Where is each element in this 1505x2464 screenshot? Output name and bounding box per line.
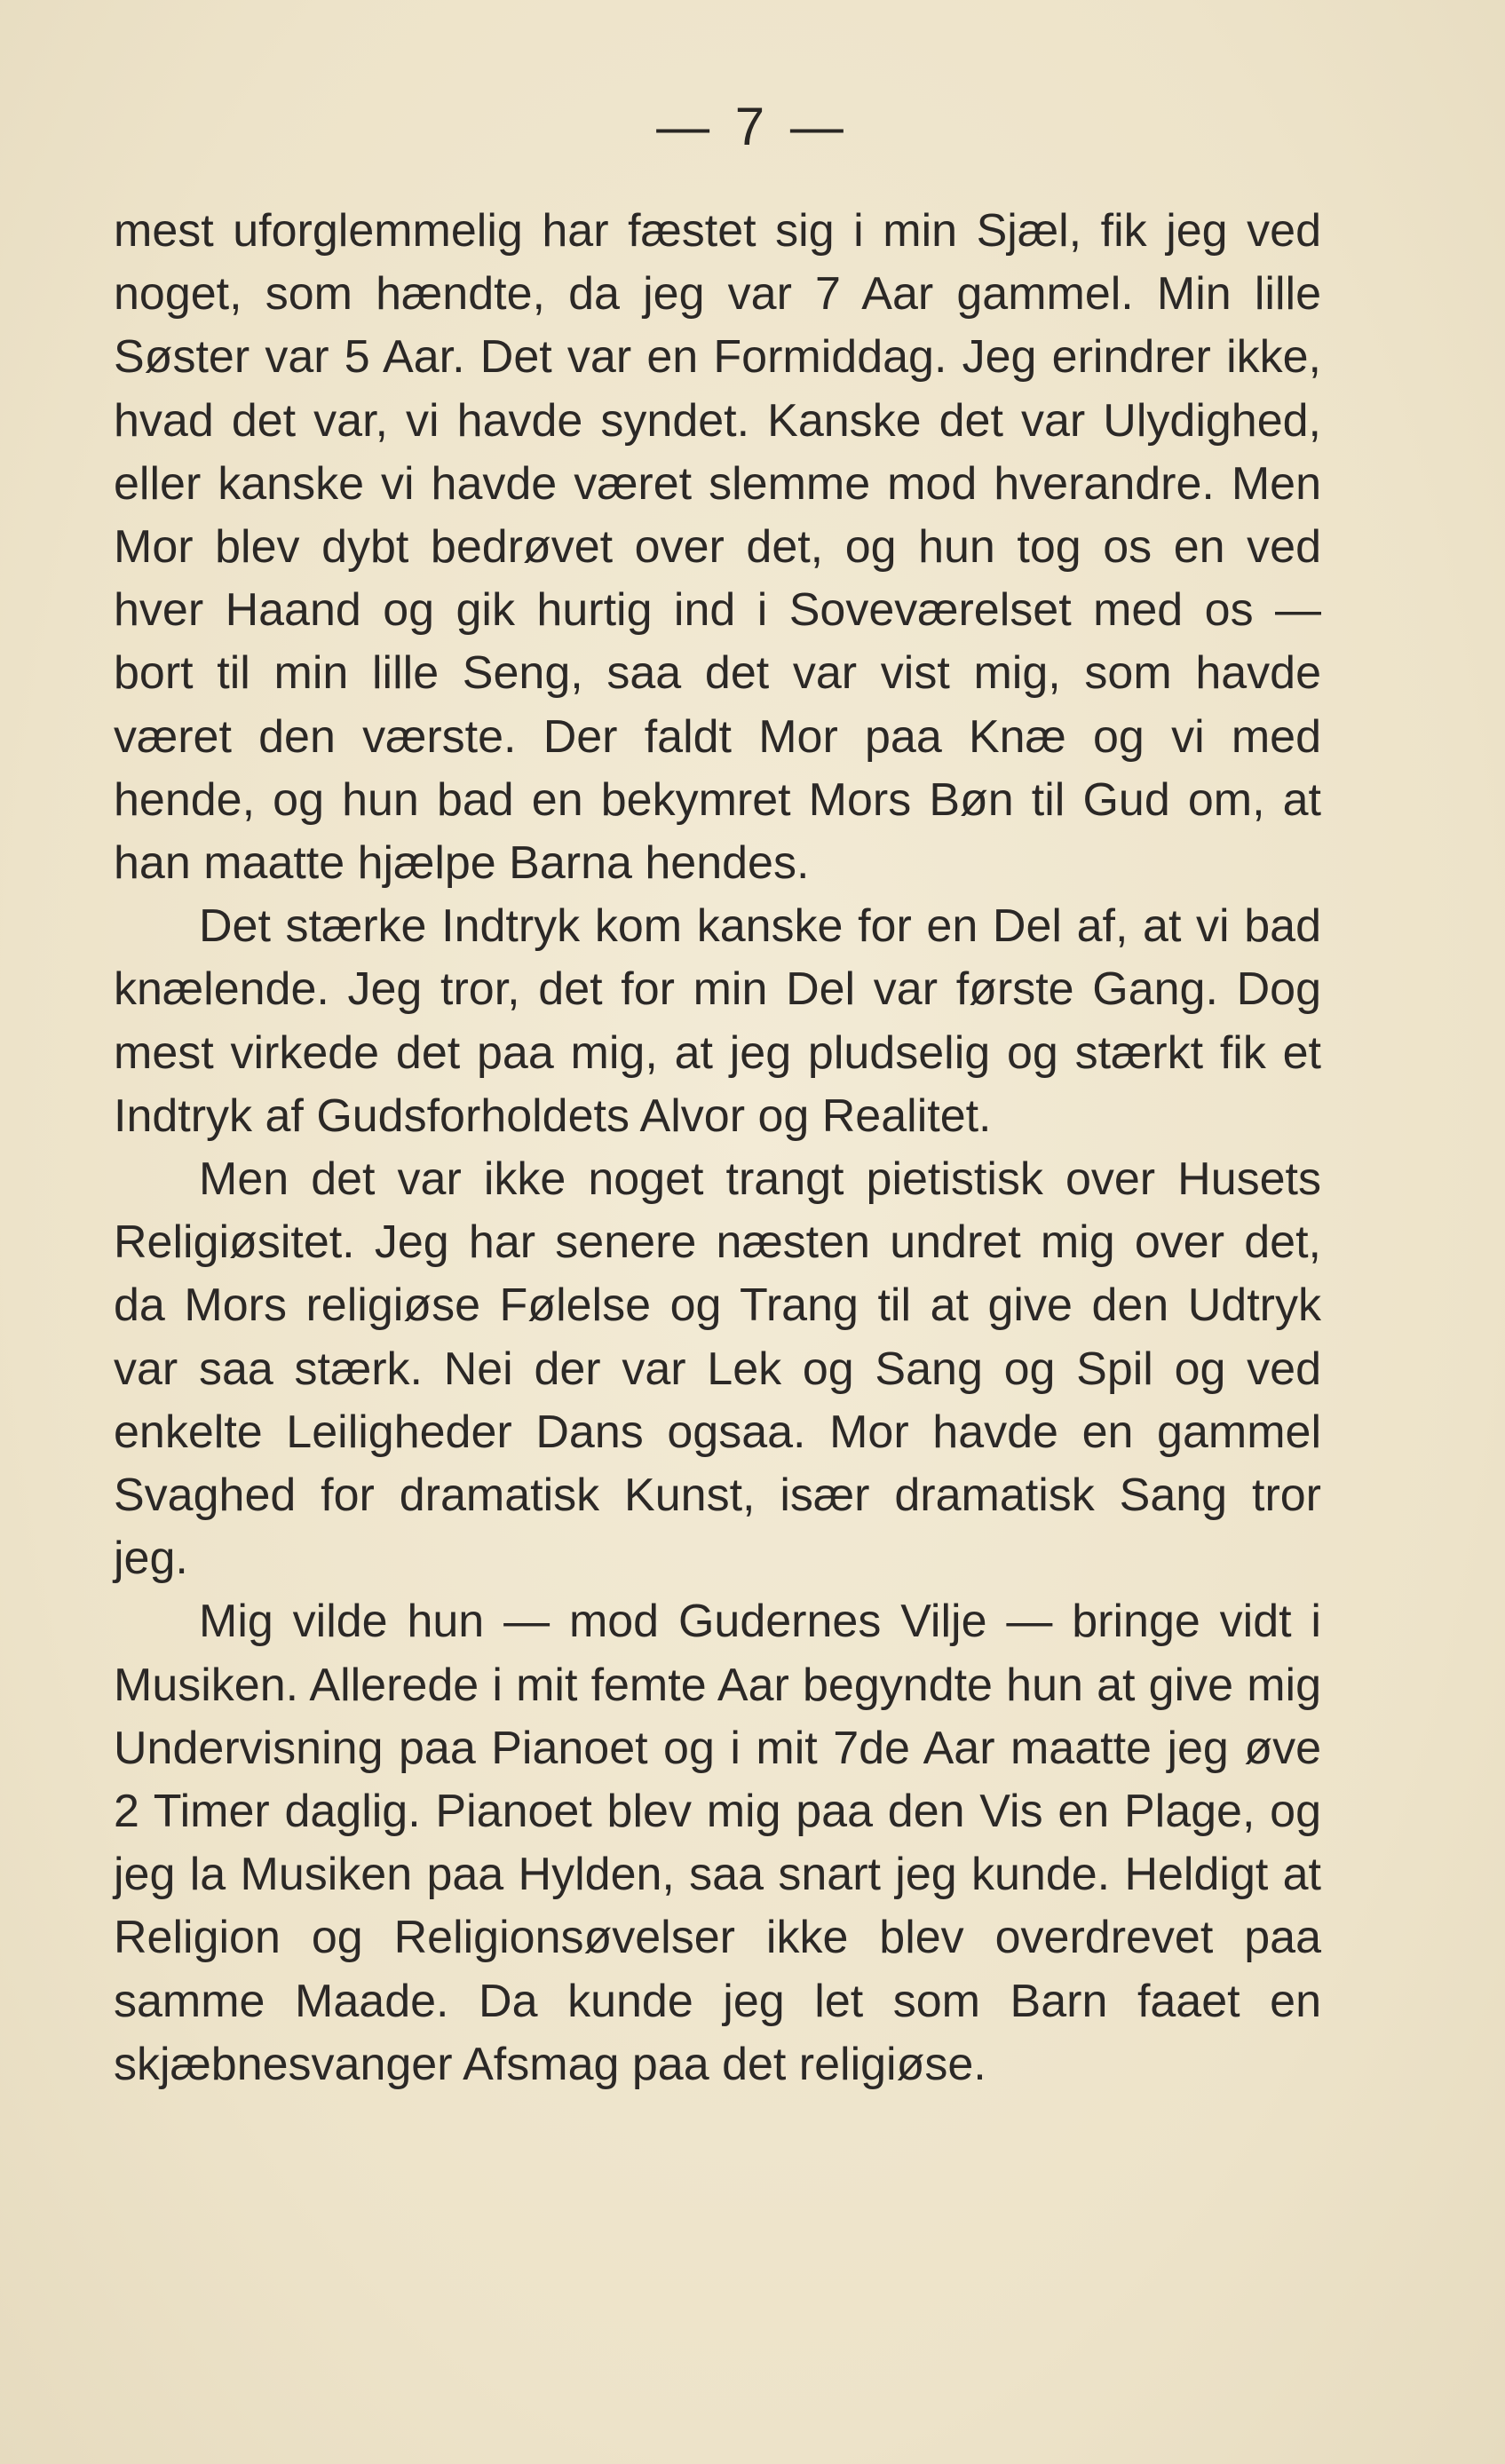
paragraph-1: mest uforglemmelig har fæstet sig i min Sjæl, fik jeg ved noget, som hændte, da jeg var 7 Aar gammel. Min lille Søster var 5 Aar. Det var en Formiddag. Jeg erindrer ikke, hvad det var, vi havde syndet. Kanske det var Ulydighed, eller kanske vi havde været slemme mod hverandre. Men Mor blev dybt bedrøvet over det, og hun tog os en ved hver Haand og gik hurtig ind i Soveværelset med os — bort til min lille Seng, saa det var vist mig, som havde været den værste. Der faldt Mor paa Knæ og vi med hende, og hun bad en bekymret Mors Bøn til Gud om, at han maatte hjælpe Barna hendes. <box>114 205 1321 890</box>
page-number: — 7 — <box>656 97 849 156</box>
paragraph-4: Mig vilde hun — mod Gudernes Vilje — bringe vidt i Musiken. Allerede i mit femte Aar begyndte hun at give mig Undervisning paa Pianoet og i mit 7de Aar maatte jeg øve 2 Timer daglig. Pianoet blev mig paa den Vis en Plage, og jeg la Musiken paa Hylden, saa snart jeg kunde. Heldigt at Religion og Religionsøvelser ikke blev overdrevet paa samme Maade. Da kunde jeg let som Barn faaet en skjæbnesvanger Afsmag paa det religiøse. <box>114 1596 1321 2090</box>
paragraph-3: Men det var ikke noget trangt pietistisk over Husets Religiøsitet. Jeg har senere næsten undret mig over det, da Mors religiøse Følelse og Trang til at give den Udtryk var saa stærk. Nei der var Lek og Sang og Spil og ved enkelte Leiligheder Dans ogsaa. Mor havde en gammel Svaghed for dramatisk Kunst, især dramatisk Sang tror jeg. <box>114 1153 1321 1585</box>
paragraph-2: Det stærke Indtryk kom kanske for en Del af, at vi bad knælende. Jeg tror, det for min Del var første Gang. Dog mest virkede det paa mig, at jeg pludselig og stærkt fik et Indtryk af Gudsforholdets Alvor og Realitet. <box>114 900 1321 1142</box>
body-text <box>114 200 1321 2096</box>
